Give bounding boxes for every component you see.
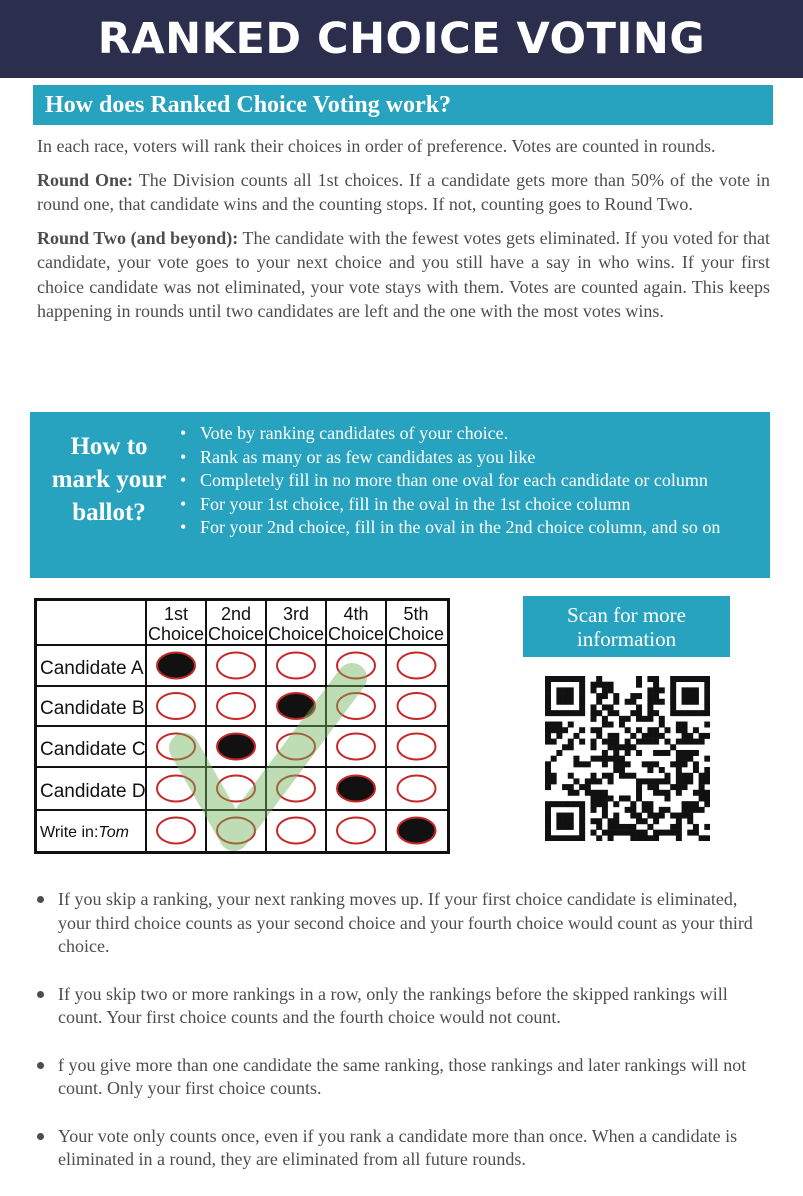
list-item: f you give more than one candidate the same ranking, those rankings and later rankings will not count. Only your first choice counts. (37, 1054, 767, 1101)
sample-ballot (34, 598, 450, 854)
round-one-paragraph (37, 168, 770, 217)
round-two-text: The candidate with the fewest votes gets eliminated. If you voted for that candidate, your vote goes to your next choice and you still have a say in who wins. If your first choice candidate was not eliminated, your vote stays with them. Votes are counted again. This keeps happening in rounds until two candidates are left and the one with the most votes wins. (37, 227, 770, 321)
col-2-word: Choice (207, 624, 265, 644)
intro-paragraph: In each race, voters will rank their choices in order of preference. Votes are counted in rounds. (37, 136, 716, 156)
header-banner (0, 0, 803, 78)
round-one-text: The Division counts all 1st choices. If a candidate gets more than 50% of the vote in round one, that candidate wins and the counting stops. If not, counting goes to Round Two. (37, 169, 770, 214)
write-in-label: Write in: (40, 824, 99, 841)
round-two-paragraph (37, 226, 770, 324)
list-item: • Completely fill in no more than one oval for each candidate or column (180, 469, 765, 493)
list-item: If you skip two or more rankings in a row, only the rankings before the skipped rankings will count. Your first choice counts and the fourth choice would not count. (37, 983, 767, 1030)
ballot-oval (277, 653, 315, 679)
row-5-label (40, 824, 129, 841)
ballot-oval (337, 734, 375, 760)
ballot-oval-filled (157, 653, 195, 679)
ballot-oval-filled (398, 818, 436, 844)
col-2-num: 2nd (220, 604, 252, 624)
ballot-oval (398, 693, 436, 719)
list-item: Your vote only counts once, even if you rank a candidate more than once. When a candidate is eliminated in a round, they are eliminated from all future rounds. (37, 1125, 767, 1172)
ballot-oval (398, 734, 436, 760)
list-item: If you skip a ranking, your next ranking moves up. If your first choice candidate is eliminated, your third choice counts as your second choice and your fourth choice would count as your third choice. (37, 888, 767, 959)
col-5-word: Choice (387, 624, 445, 644)
qr-label-line-2: information (576, 626, 677, 651)
mark-ballot-list (180, 422, 765, 540)
row-4-label: Candidate D (40, 781, 146, 802)
qr-code-icon[interactable] (545, 676, 710, 841)
qr-label (523, 596, 730, 657)
write-in-name: Tom (98, 824, 129, 841)
ballot-oval-filled (337, 776, 375, 802)
list-item: • For your 2nd choice, fill in the oval in the 2nd choice column, and so on (180, 516, 765, 540)
col-4-num: 4th (343, 604, 369, 624)
col-5-num: 5th (403, 604, 429, 624)
ballot-oval-filled (217, 734, 255, 760)
row-2-label: Candidate B (40, 698, 145, 719)
list-item: • For your 1st choice, fill in the oval in the 1st choice column (180, 493, 765, 517)
mark-ballot-box (30, 412, 770, 578)
ballot-oval (398, 653, 436, 679)
page-title: RANKED CHOICE VOTING (97, 14, 706, 64)
mark-ballot-title: How to mark your ballot? (51, 433, 167, 526)
col-3-num: 3rd (282, 604, 310, 624)
list-item: • Vote by ranking candidates of your choice. (180, 422, 765, 446)
ballot-oval (217, 693, 255, 719)
round-two-label: Round Two (and beyond): (37, 227, 239, 248)
ballot-oval (337, 818, 375, 844)
row-1-label: Candidate A (40, 658, 144, 679)
list-item: • Rank as many or as few candidates as you like (180, 446, 765, 470)
intro-text (37, 134, 770, 333)
col-1-word: Choice (147, 624, 205, 644)
round-one-label: Round One: (37, 169, 134, 190)
section-header (33, 85, 773, 125)
row-3-label: Candidate C (40, 739, 146, 760)
ballot-oval (157, 818, 195, 844)
col-3-word: Choice (267, 624, 325, 644)
section-title: How does Ranked Choice Voting work? (45, 92, 452, 118)
notes-list (37, 888, 767, 1196)
ballot-oval (217, 653, 255, 679)
col-1-num: 1st (163, 604, 189, 624)
ballot-oval (398, 776, 436, 802)
ballot-oval (157, 693, 195, 719)
qr-label-line-1: Scan for more (567, 602, 686, 627)
col-4-word: Choice (327, 624, 385, 644)
ballot-oval (277, 818, 315, 844)
